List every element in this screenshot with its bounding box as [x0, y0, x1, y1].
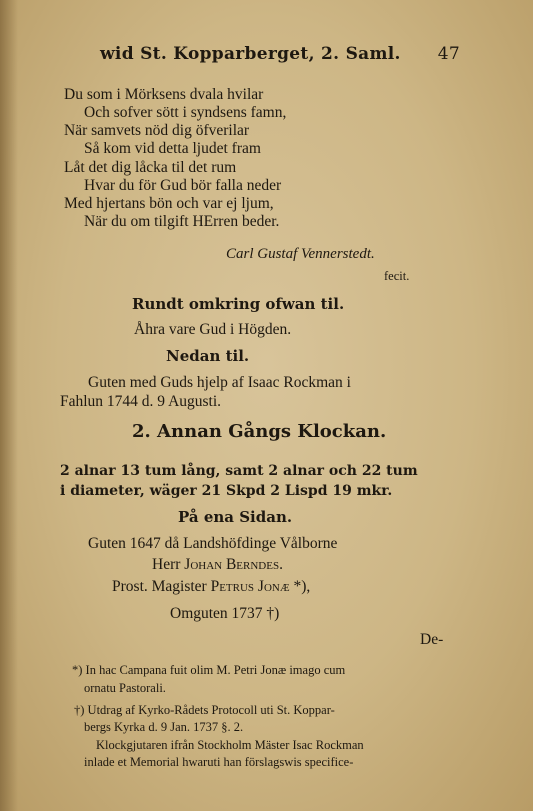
side-inscription-3-name: Petrus Jonæ [210, 578, 290, 595]
side-inscription-2 [152, 555, 283, 575]
catchword: De- [420, 631, 444, 648]
heading-below: Nedan til. [166, 347, 250, 365]
footnote-2-line-3: Klockgjutaren ifrån Stockholm Mäster Isac Rockman [96, 738, 364, 752]
bell-description-2: i diameter, wäger 21 Skpd 2 Lispd 19 mkr. [60, 483, 393, 499]
footnote-1-line-2: ornatu Pastorali. [84, 681, 166, 695]
poem-line-2: Och sofver sött i syndsens famn, [84, 104, 287, 121]
footnote-2-line-2: bergs Kyrka d. 9 Jan. 1737 §. 2. [84, 720, 244, 734]
author-signature: Carl Gustaf Vennerstedt. [226, 246, 375, 262]
side-inscription-3-title: Prost. Magister [112, 578, 211, 595]
heading-around-top: Rundt omkring ofwan til. [132, 295, 345, 313]
running-title: wid St. Kopparberget, 2. Saml. [100, 44, 401, 64]
poem-line-7: Med hjertans bön och var ej ljum, [64, 195, 274, 212]
side-heading: På ena Sidan. [178, 508, 293, 526]
bell-section-title: 2. Annan Gångs Klockan. [132, 421, 387, 442]
page-gutter-shadow [0, 0, 18, 811]
poem-line-8: När du om tilgift HErren beder. [84, 213, 280, 230]
page-number: 47 [437, 44, 460, 64]
poem-line-5: Låt det dig låcka til det rum [64, 159, 237, 176]
side-inscription-3-mark: *), [289, 578, 311, 595]
poem-line-4: Så kom vid detta ljudet fram [84, 140, 261, 157]
inscription-around: Åhra vare Gud i Högden. [134, 321, 292, 338]
side-inscription-1: Guten 1647 då Landshöfdinge Vålborne [88, 535, 338, 552]
inscription-below-2: Fahlun 1744 d. 9 Augusti. [60, 393, 222, 410]
footnote-2-line-4: inlade et Memorial hwaruti han förslagswis specifice- [84, 755, 354, 769]
inscription-below-1: Guten med Guds hjelp af Isaac Rockman i [88, 374, 351, 391]
poem-line-3: När samvets nöd dig öfverilar [64, 122, 250, 139]
footnote-2-line-1: †) Utdrag af Kyrko-Rådets Protocoll uti St. Koppar- [74, 703, 335, 717]
side-inscription-2-title: Herr [152, 556, 185, 573]
poem-line-1: Du som i Mörksens dvala hvilar [64, 86, 264, 103]
running-header [100, 44, 460, 68]
bell-description-1: 2 alnar 13 tum lång, samt 2 alnar och 22 tum [60, 463, 418, 479]
footnote-1-line-1: *) In hac Campana fuit olim M. Petri Jonæ imago cum [72, 663, 346, 677]
side-inscription-2-name: Johan Berndes. [184, 556, 283, 573]
author-fecit: fecit. [384, 269, 410, 283]
side-inscription-3 [112, 577, 310, 597]
side-inscription-4: Omguten 1737 †) [170, 605, 280, 622]
poem-line-6: Hvar du för Gud bör falla neder [84, 177, 282, 194]
